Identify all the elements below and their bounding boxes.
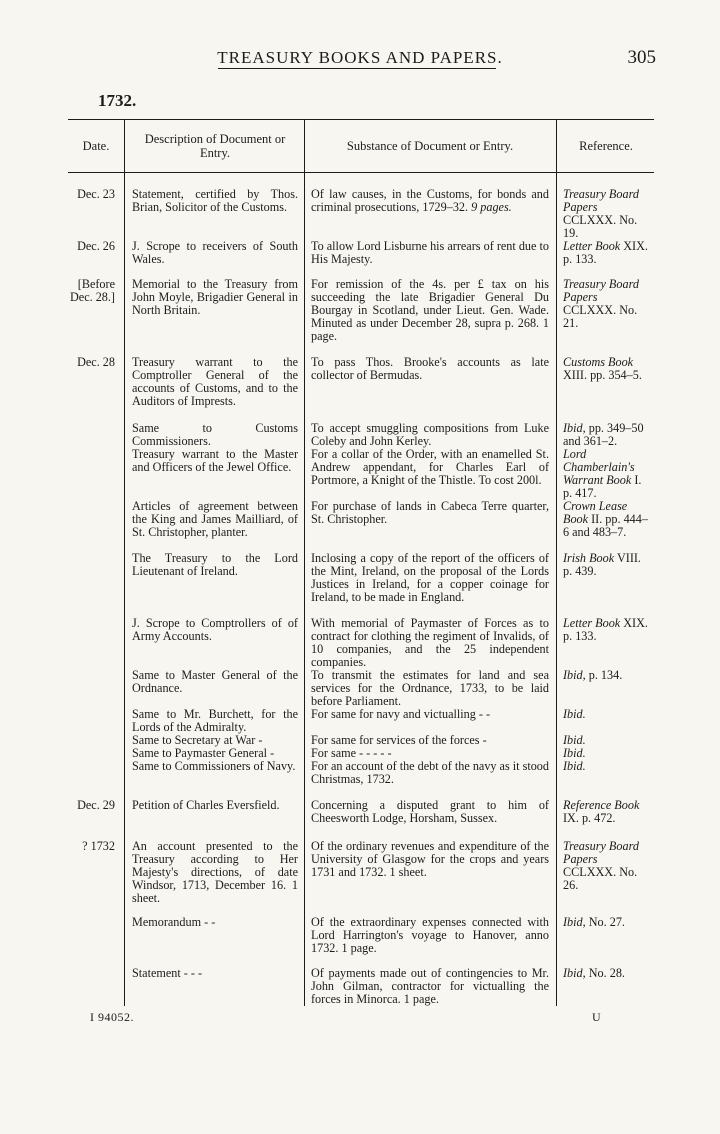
entry-reference: Treasury Board Papers CCLXXX. No. 26. [563,839,639,892]
entry-reference: Ibid, pp. 349–50 and 361–2. [563,421,644,448]
entry-description: The Treasury to the Lord Lieutenant of Ireland. [132,551,298,578]
entry-description: Statement, certified by Thos. Brian, Solicitor of the Customs. [132,187,298,214]
entry-reference: Letter Book XIX. p. 133. [563,239,648,266]
entry-description: J. Scrope to Comptrollers of of Army Accounts. [132,616,298,643]
entry-description: Same to Customs Commissioners. [132,421,298,448]
entry-substance: To accept smuggling compositions from Luke Coleby and John Kerley. [311,421,549,448]
entry-description: Statement - - - [132,966,203,980]
entry-description: Memorandum - - [132,915,216,929]
entry-date: [Before Dec. 28.] [69,277,115,304]
entry-substance: Concerning a disputed grant to him of Cheesworth Lodge, Horsham, Sussex. [311,798,549,825]
entry-description: Petition of Charles Eversfield. [132,798,280,812]
entry-reference: Crown Lease Book II. pp. 444–6 and 483–7. [563,499,648,539]
entry-reference: Lord Chamberlain's Warrant Book I. p. 417. [563,447,642,500]
column-divider [124,119,125,1006]
column-divider [304,119,305,1006]
entry-reference: Ibid. [563,707,586,721]
ledger-table [68,119,654,1006]
column-divider [556,119,557,1006]
running-title: TREASURY BOOKS AND PAPERS. [217,48,503,67]
gathering-mark: U [592,1010,601,1024]
entry-description: An account presented to the Treasury according to Her Majesty's directions, of date Windsor, 1713, December 16. 1 sheet. [132,839,298,905]
entry-description: Treasury warrant to the Comptroller General of the accounts of Customs, and to the Auditors of Imprests. [132,355,298,408]
entry-description: Same to Commissioners of Navy. [132,759,296,773]
entry-date: Dec. 29 [77,798,115,812]
entry-reference: Irish Book VIII. p. 439. [563,551,641,578]
entry-substance: For same for services of the forces - [311,733,487,747]
entry-substance: For a collar of the Order, with an enamelled St. Andrew appendant, for Charles Earl of Portmore, a Knight of the Thistle. To cost 200l. [311,447,549,487]
entry-substance: Of the ordinary revenues and expenditure of the University of Glasgow for the crops and years 1731 and 1732. 1 sheet. [311,839,549,879]
entry-reference: Ibid. [563,746,586,760]
entry-description: Same to Mr. Burchett, for the Lords of the Admiralty. [132,707,298,734]
top-rule [68,119,654,120]
entry-description: Same to Paymaster General - [132,746,275,760]
entry-date: Dec. 23 [77,187,115,201]
entry-description: Articles of agreement between the King and James Mailliard, of St. Christopher, planter. [132,499,298,539]
entry-reference: Ibid, No. 28. [563,966,625,980]
entry-substance: For same - - - - - [311,746,392,760]
entry-reference: Ibid, p. 134. [563,668,623,682]
entry-description: Same to Secretary at War - [132,733,263,747]
entry-reference: Letter Book XIX. p. 133. [563,616,648,643]
entry-reference: Reference Book IX. p. 472. [563,798,640,825]
page-number: 305 [627,47,656,68]
entry-substance: To allow Lord Lisburne his arrears of rent due to His Majesty. [311,239,549,266]
entry-reference: Treasury Board Papers CCLXXX. No. 19. [563,187,639,240]
column-header-substance: Substance of Document or Entry. [346,138,514,153]
entry-date: Dec. 28 [77,355,115,369]
column-header-reference: Reference. [579,138,633,153]
entry-substance: Of payments made out of contingencies to Mr. John Gilman, contractor for victualling the forces in Minorca. 1 page. [311,966,549,1006]
entry-date: Dec. 26 [77,239,115,253]
entry-substance: For same for navy and victualling - - [311,707,491,721]
entry-substance: For an account of the debt of the navy as it stood Christmas, 1732. [311,759,549,786]
entry-reference: Treasury Board Papers CCLXXX. No. 21. [563,277,639,330]
entry-description: J. Scrope to receivers of South Wales. [132,239,298,266]
entry-reference: Customs Book XIII. pp. 354–5. [563,355,642,382]
entry-date: ? 1732 [82,839,115,853]
column-header-description: Description of Document or Entry. [144,131,286,160]
entry-reference: Ibid, No. 27. [563,915,625,929]
year-heading: 1732. [98,91,137,110]
entry-substance: For remission of the 4s. per £ tax on his succeeding the late Brigadier General Du Bourgay in Scotland, under Lieut. Gen. Wade. Minuted as under December 28, supra p. 268. 1 page. [311,277,549,343]
entry-substance: With memorial of Paymaster of Forces as to contract for clothing the regiment of Invalids, of 10 companies, and the 25 independent companies. [311,616,549,669]
entry-substance: To pass Thos. Brooke's accounts as late collector of Bermudas. [311,355,549,382]
entry-substance: To transmit the estimates for land and sea services for the Ordnance, 1733, to be laid before Parliament. [311,668,549,708]
entry-substance: For purchase of lands in Cabeca Terre quarter, St. Christopher. [311,499,549,526]
column-header-date: Date. [82,138,110,153]
signature-mark: I 94052. [90,1010,134,1024]
entry-substance: Inclosing a copy of the report of the officers of the Mint, Ireland, on the proposal of the Lords Justices in Ireland, for a copper coinage for Ireland, to be made in England. [311,551,549,604]
entry-description: Same to Master General of the Ordnance. [132,668,298,695]
entry-substance: Of the extraordinary expenses connected with Lord Harrington's voyage to Hanover, anno 1732. 1 page. [311,915,549,955]
entry-reference: Ibid. [563,759,586,773]
entry-substance: Of law causes, in the Customs, for bonds and criminal prosecutions, 1729–32. 9 pages. [311,187,549,214]
entry-description: Treasury warrant to the Master and Officers of the Jewel Office. [132,447,298,474]
entry-reference: Ibid. [563,733,586,747]
title-rule [218,68,496,69]
entry-description: Memorial to the Treasury from John Moyle, Brigadier General in North Britain. [132,277,298,317]
header-rule [68,172,654,173]
